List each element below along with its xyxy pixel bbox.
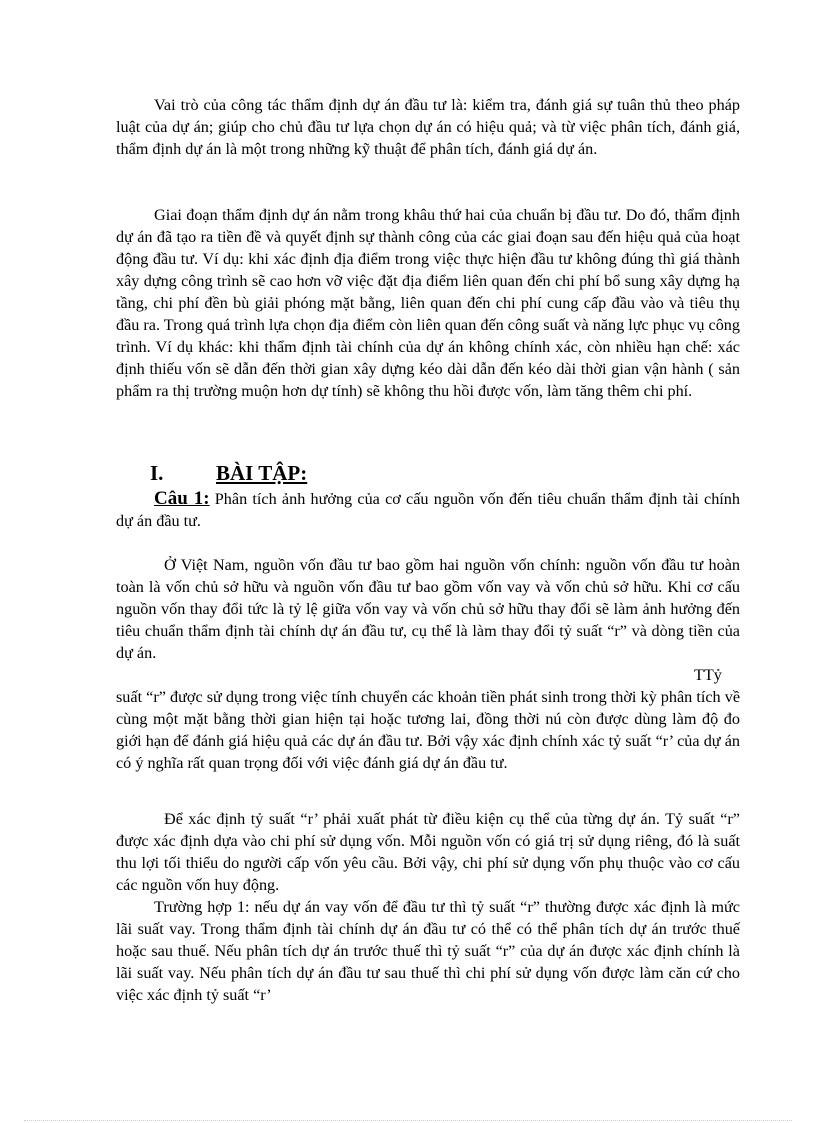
paragraph-role-of-appraisal: Vai trò của công tác thẩm định dự án đầu tư là: kiểm tra, đánh giá sự tuân thủ theo pháp luật của dự án; giúp cho chủ đầu tư lựa chọn dự án có hiệu quả; và từ việc phân tích, đánh giá, thẩm định dự án là một trong những kỹ thuật để phân tích, đánh giá dự án.	[116, 96, 740, 158]
question-label: Câu 1:	[154, 488, 210, 509]
paragraph-determine-rate: Để xác định tỷ suất “r’ phải xuất phát từ điều kiện cụ thể của từng dự án. Tỷ suất “r” được xác định dựa vào chi phí sử dụng vốn. Mỗi nguồn vốn có giá trị sử dụng riêng, đó là suất thu lợi tối thiểu do người cấp vốn yêu cầu. Bởi vậy, chi phí sử dụng vốn phụ thuộc vào cơ cấu các nguồn vốn huy động.	[116, 810, 740, 894]
section-number: I.	[150, 461, 164, 485]
paragraph-vietnam-capital: Ở Việt Nam, nguồn vốn đầu tư bao gồm hai nguồn vốn chính: nguồn vốn đầu tư hoàn toàn là vốn chủ sở hữu và nguồn vốn đầu tư bao gồm vốn vay và vốn chủ sở hữu. Khi cơ cấu nguồn vốn thay đổi tức là tỷ lệ giữa vốn vay và vốn chủ sở hữu thay đổi sẽ làm ảnh hưởng đến tiêu chuẩn thẩm định tài chính dự án đầu tư, cụ thể là làm thay đổi tỷ suất “r” và dòng tiền của dự án.	[116, 556, 740, 662]
section-heading	[150, 460, 307, 486]
paragraph-case-1: Trường hợp 1: nếu dự án vay vốn để đầu tư thì tỷ suất “r” thường được xác định là mức lãi suất vay. Trong thẩm định tài chính dự án đầu tư có thể có thể phân tích dự án trước thuế hoặc sau thuế. Nếu phân tích dự án trước thuế thì tỷ suất “r” của dự án được xác định chính là lãi suất vay. Nếu phân tích dự án đầu tư sau thuế thì chi phí sử dụng vốn được làm căn cứ cho việc xác định tỷ suất “r’	[116, 898, 740, 1004]
question-1	[116, 488, 740, 532]
paragraph-rate-usage: suất “r” được sử dụng trong việc tính chuyển các khoản tiền phát sinh trong thời kỳ phân tích về cùng một mặt bằng thời gian hiện tại hoặc tương lai, đồng thời nú còn được dùng làm độ đo giới hạn để đánh giá hiệu quả các dự án đầu tư. Bởi vậy xác định chính xác tỷ suất “r’ của dự án có ý nghĩa rất quan trọng đối với việc đánh giá dự án đầu tư.	[116, 688, 740, 772]
section-title: BÀI TẬP:	[216, 461, 308, 485]
paragraph-appraisal-stage: Giai đoạn thẩm định dự án nằm trong khâu thứ hai của chuẩn bị đầu tư. Do đó, thẩm định dự án đã tạo ra tiền đề và quyết định sự thành công của các giai đoạn sau đến hiệu quả của hoạt động đầu tư. Ví dụ: khi xác định địa điểm trong việc thực hiện đầu tư không đúng thì giá thành xây dựng công trình sẽ cao hơn vỡ việc đặt địa điểm liên quan đến chi phí bổ sung xây dựng hạ tầng, chi phí đền bù giải phóng mặt bằng, liên quan đến chi phí cung cấp đầu vào và tiêu thụ đầu ra. Trong quá trình lựa chọn địa điểm còn liên quan đến công suất và năng lực phục vụ công trình. Ví dụ khác: khi thẩm định tài chính của dự án không chính xác, còn nhiều hạn chế: xác định thiếu vốn sẽ dẫn đến thời gian xây dựng kéo dài dẫn đến kéo dài thời gian vận hành ( sản phẩm ra thị trường muộn hơn dự tính) sẽ không thu hồi được vốn, làm tăng thêm chi phí.	[116, 206, 740, 400]
stray-text-tty: TTỷ	[694, 666, 722, 684]
question-text: Phân tích ảnh hưởng của cơ cấu nguồn vốn đến tiêu chuẩn thẩm định tài chính dự án đầu tư.	[116, 490, 740, 530]
page-bottom-divider	[24, 1120, 792, 1121]
